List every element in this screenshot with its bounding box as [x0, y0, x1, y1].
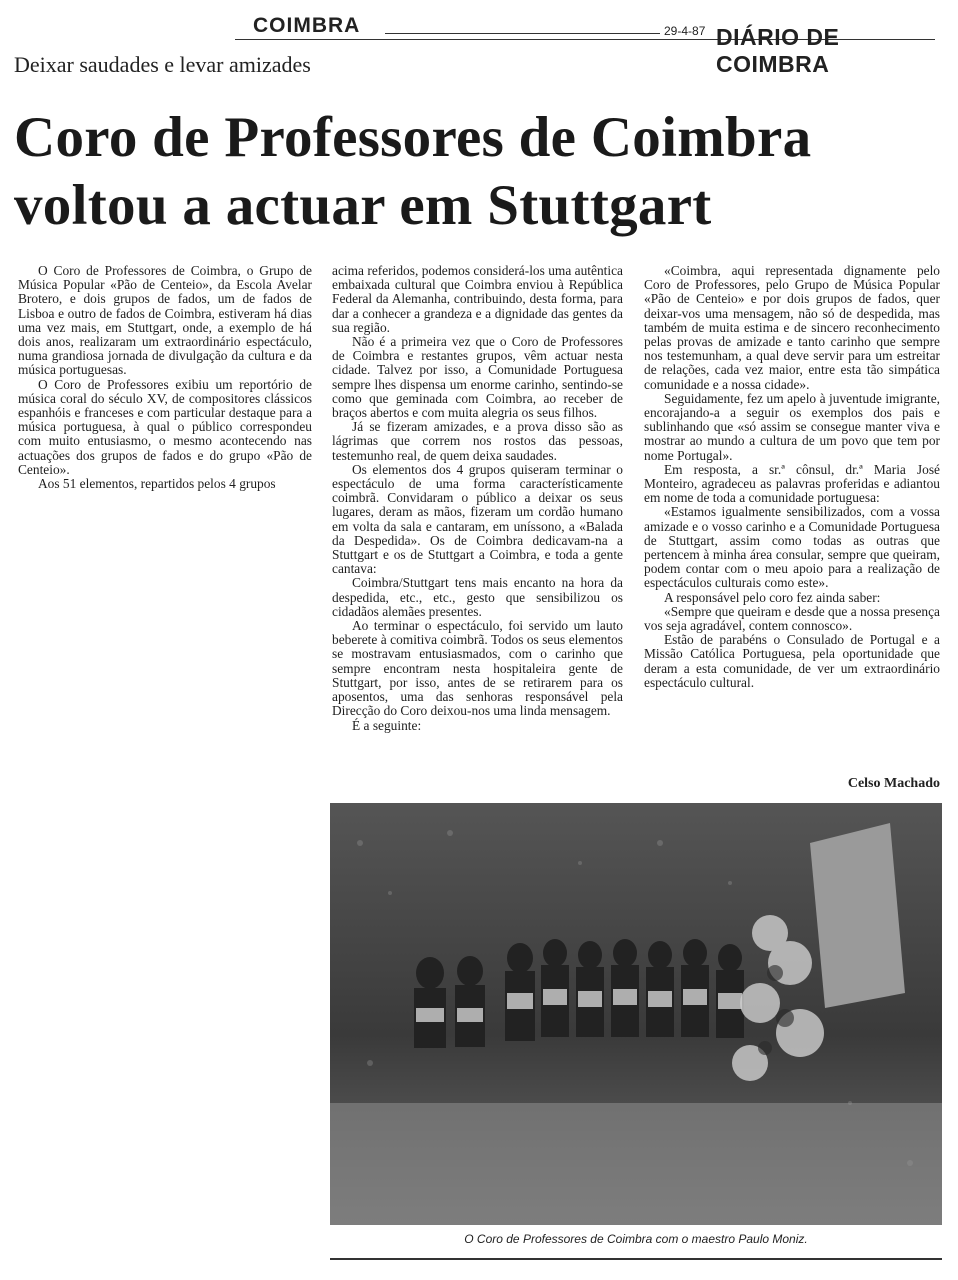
footer-rule: [330, 1258, 942, 1260]
paragraph: O Coro de Professores exibiu um reportório de música coral do século XV, de compositores clássicos espanhóis e franceses e com particular destaque para a música portuguesa, à qual o público correspondeu com muito entusiasmo, o mesmo acontecendo nas actuações dos grupos de fados e do grupo «Pão de Centeio».: [18, 376, 312, 477]
paragraph: Os elementos dos 4 grupos quiseram terminar o espectáculo de uma forma característicamente coimbrã. Convidaram o público a deixar os seus lugares, deram as mãos, fizeram um cordão humano em volta da sala e cantaram, em uníssono, a «Balada da Despedida». Os de Coimbra dedicavam-na a Stuttgart e os de Stuttgart a Coimbra, e toda a gente cantava:: [332, 461, 623, 577]
paragraph: Não é a primeira vez que o Coro de Professores de Coimbra e restantes grupos, vêm actuar nesta cidade. Talvez por isso, a Comunidade Portuguesa sempre lhes dispensa um enorme carinho, sentindo-se como que geminada com Coimbra, ao receber de braços abertos e com muita alegria os seus filhos.: [332, 334, 623, 421]
paragraph: Aos 51 elementos, repartidos pelos 4 grupos: [38, 476, 276, 492]
paragraph: acima referidos, podemos considerá-los uma autêntica embaixada cultural que Coimbra enviou à República Federal da Alemanha, contribuindo, desta forma, para dar a conhecer a grandeza e a dignidade das gentes da sua região.: [332, 263, 623, 335]
publication-date: 29-4-87: [664, 24, 706, 38]
paragraph: O Coro de Professores de Coimbra, o Grupo de Música Popular «Pão de Centeio», da Escola Avelar Brotero, e dois grupos de fados, um de fados de Lisboa e outro de fados de Coimbra, estiveram há dias uma vez mais, em Stuttgart, onde, a exemplo de há dois anos, realizaram um extraordinário espectáculo, numa grandiosa jornada de divulgação da cultura e da música portuguesas.: [18, 263, 312, 378]
paragraph: É a seguinte:: [352, 717, 422, 733]
paragraph: «Estamos igualmente sensibilizados, com a vossa amizade e o vosso carinho e a Comunidade Portuguesa de Stuttgart, assim como todas as outras que pertencem à minha área consular, sempre que queiram, podem contar com o meu apoio para a realização de espectáculos culturais como este».: [644, 504, 940, 591]
newspaper-name: DIÁRIO DE COIMBRA: [716, 24, 840, 77]
paragraph: Já se fizeram amizades, e a prova disso são as lágrimas que correm nos rostos das pessoas, testemunho real, de quem deixa saudades.: [332, 419, 623, 463]
paragraph: Estão de parabéns o Consulado de Portugal e a Missão Católica Portuguesa, pela oportunidade que deram a esta comunidade, de ver um extraordinário espectáculo cultural.: [644, 632, 940, 690]
paragraph: «Coimbra, aqui representada dignamente pelo Coro de Professores, pelo Grupo de Música Popular «Pão de Centeio» e por dois grupos de fados, quer deixar-vos uma mensagem, não só de despedida, mas também de muita estima e de sincero reconhecimento pelas provas de amizade e tanto carinho que sempre nos testemunham, a qual deve servir para um estreitar de relações, cada vez maior, entre esta tão simpática comunidade e a nossa cidade».: [644, 263, 940, 392]
article-column-2: [332, 264, 623, 733]
article-column-1: [18, 264, 312, 491]
author-byline: Celso Machado: [847, 776, 940, 791]
paragraph: A responsável pelo coro fez ainda saber:: [664, 589, 881, 605]
paragraph: Coimbra/Stuttgart tens mais encanto na hora da despedida, etc., etc., gesto que sensibilizou os cidadãos alemães presentes.: [332, 575, 623, 619]
paragraph: Ao terminar o espectáculo, foi servido um lauto beberete à comitiva coimbrã. Todos os seus elementos se mostravam entusiasmados, com o carinho que sempre encontram nesta hospitaleira gente de Stuttgart, por isso, antes de se retirarem para os aposentos, uma das senhoras responsável pela Direcção do Coro deixou-nos uma linda mensagem.: [332, 618, 623, 719]
paragraph: Em resposta, a sr.ª cônsul, dr.ª Maria José Monteiro, agradeceu as palavras proferidas e adiantou em nome de toda a comunidade portuguesa:: [644, 461, 940, 506]
header-rule-short: [385, 33, 660, 34]
article-kicker: Deixar saudades e levar amizades: [14, 52, 311, 77]
paragraph: «Sempre que queiram e desde que a nossa presença vos seja agradável, contem connosco».: [644, 603, 940, 634]
photo-caption: O Coro de Professores de Coimbra com o maestro Paulo Moniz.: [464, 1232, 808, 1246]
section-label: COIMBRA: [253, 14, 361, 37]
choir-photo-drawing: [330, 803, 942, 1225]
article-column-3: [644, 264, 940, 690]
article-headline: Coro de Professores de Coimbra voltou a actuar em Stuttgart: [14, 106, 812, 237]
paragraph: Seguidamente, fez um apelo à juventude imigrante, encorajando-a a seguir os exemplos dos pais e sublinhando que «só assim se consegue manter viva e mostrar ao mundo a cultura de um povo que tem por nome Portugal».: [644, 390, 940, 463]
choir-photo: [330, 803, 942, 1225]
